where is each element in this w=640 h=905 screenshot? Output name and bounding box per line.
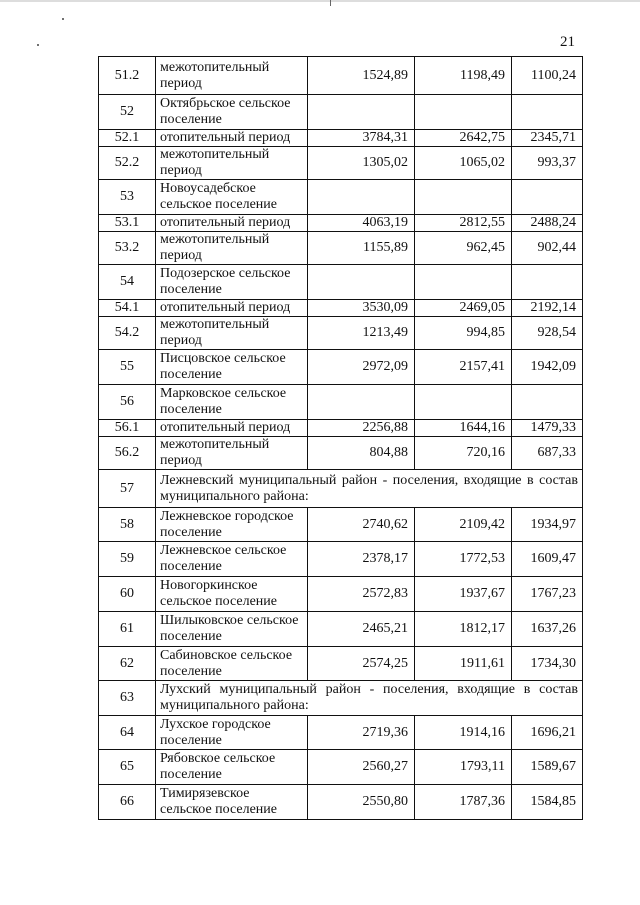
table-row	[99, 542, 583, 577]
table-row	[99, 350, 583, 385]
value-col-3: 2488,24	[512, 215, 583, 232]
table-row	[99, 577, 583, 612]
value-col-3: 1942,09	[512, 350, 583, 385]
settlement-name: межотопительный период	[156, 437, 308, 470]
value-col-2: 1065,02	[415, 147, 512, 180]
table-row	[99, 385, 583, 420]
settlement-name: Лежневское городское поселение	[156, 508, 308, 542]
value-col-1: 804,88	[308, 437, 415, 470]
value-col-1: 1213,49	[308, 317, 415, 350]
row-number: 58	[99, 508, 156, 542]
settlement-name: Лежневское сельское поселение	[156, 542, 308, 577]
settlement-name: Новоусадебское сельское поселение	[156, 180, 308, 215]
value-col-2: 1644,16	[415, 420, 512, 437]
row-number: 52	[99, 95, 156, 130]
value-col-3: 1767,23	[512, 577, 583, 612]
table-row	[99, 437, 583, 470]
value-col-2: 962,45	[415, 232, 512, 265]
table-row	[99, 300, 583, 317]
value-col-1	[308, 95, 415, 130]
row-number: 65	[99, 750, 156, 785]
page-number: 21	[560, 34, 575, 50]
value-col-3: 687,33	[512, 437, 583, 470]
value-col-1: 4063,19	[308, 215, 415, 232]
value-col-3: 2192,14	[512, 300, 583, 317]
scan-top-edge	[0, 0, 640, 2]
table-row	[99, 95, 583, 130]
value-col-1: 2560,27	[308, 750, 415, 785]
value-col-2	[415, 180, 512, 215]
scan-speck	[62, 18, 64, 20]
value-col-2: 1787,36	[415, 785, 512, 820]
settlement-name: Подозерское сельское поселение	[156, 265, 308, 300]
settlement-name: Октябрьское сельское поселение	[156, 95, 308, 130]
value-col-3: 1734,30	[512, 647, 583, 681]
value-col-3: 1479,33	[512, 420, 583, 437]
value-col-1: 2572,83	[308, 577, 415, 612]
value-col-3: 1584,85	[512, 785, 583, 820]
value-col-3	[512, 180, 583, 215]
settlement-name: Писцовское сельское поселение	[156, 350, 308, 385]
row-number: 54	[99, 265, 156, 300]
value-col-1	[308, 385, 415, 420]
settlement-name: межотопительный период	[156, 57, 308, 95]
settlement-name: отопительный период	[156, 420, 308, 437]
settlement-name: Марковское сельское поселение	[156, 385, 308, 420]
settlement-name: Новогоркинское сельское поселение	[156, 577, 308, 612]
value-col-3: 2345,71	[512, 130, 583, 147]
scan-speck	[37, 44, 39, 46]
value-col-2: 2469,05	[415, 300, 512, 317]
value-col-1	[308, 265, 415, 300]
row-number: 52.2	[99, 147, 156, 180]
tariff-table	[98, 56, 583, 820]
district-heading: Лухский муниципальный район - поселения, входящие в состав муниципального района:	[156, 681, 583, 716]
table-row	[99, 57, 583, 95]
table-row	[99, 785, 583, 820]
table-row	[99, 681, 583, 716]
value-col-2: 994,85	[415, 317, 512, 350]
settlement-name: Рябовское сельское поселение	[156, 750, 308, 785]
district-heading: Лежневский муниципальный район - поселения, входящие в состав муниципального района:	[156, 470, 583, 508]
value-col-1: 2719,36	[308, 716, 415, 750]
value-col-2: 1198,49	[415, 57, 512, 95]
value-col-1: 2378,17	[308, 542, 415, 577]
table-row	[99, 147, 583, 180]
value-col-3: 902,44	[512, 232, 583, 265]
row-number: 59	[99, 542, 156, 577]
table-row	[99, 265, 583, 300]
settlement-name: межотопительный период	[156, 317, 308, 350]
value-col-1: 2465,21	[308, 612, 415, 647]
value-col-1: 2972,09	[308, 350, 415, 385]
table-row	[99, 470, 583, 508]
value-col-1: 3530,09	[308, 300, 415, 317]
row-number: 66	[99, 785, 156, 820]
row-number: 56.1	[99, 420, 156, 437]
row-number: 55	[99, 350, 156, 385]
table-row	[99, 612, 583, 647]
row-number: 56.2	[99, 437, 156, 470]
value-col-2	[415, 95, 512, 130]
value-col-3: 1934,97	[512, 508, 583, 542]
value-col-1: 2574,25	[308, 647, 415, 681]
value-col-2	[415, 265, 512, 300]
table-row	[99, 750, 583, 785]
value-col-1: 2550,80	[308, 785, 415, 820]
settlement-name: отопительный период	[156, 215, 308, 232]
table-row	[99, 508, 583, 542]
scan-mark	[330, 0, 331, 6]
settlement-name: Лухское городское поселение	[156, 716, 308, 750]
value-col-2	[415, 385, 512, 420]
value-col-3: 993,37	[512, 147, 583, 180]
value-col-2: 2157,41	[415, 350, 512, 385]
value-col-2: 1914,16	[415, 716, 512, 750]
value-col-1: 1305,02	[308, 147, 415, 180]
row-number: 61	[99, 612, 156, 647]
value-col-2: 2812,55	[415, 215, 512, 232]
value-col-2: 1911,61	[415, 647, 512, 681]
table-row	[99, 130, 583, 147]
value-col-3: 1100,24	[512, 57, 583, 95]
value-col-1: 2256,88	[308, 420, 415, 437]
value-col-3: 1696,21	[512, 716, 583, 750]
value-col-1: 2740,62	[308, 508, 415, 542]
value-col-1	[308, 180, 415, 215]
row-number: 56	[99, 385, 156, 420]
row-number: 54.2	[99, 317, 156, 350]
settlement-name: межотопительный период	[156, 232, 308, 265]
settlement-name: отопительный период	[156, 300, 308, 317]
value-col-2: 1812,17	[415, 612, 512, 647]
value-col-1: 3784,31	[308, 130, 415, 147]
row-number: 63	[99, 681, 156, 716]
value-col-3	[512, 265, 583, 300]
row-number: 53.1	[99, 215, 156, 232]
value-col-1: 1524,89	[308, 57, 415, 95]
value-col-2: 1937,67	[415, 577, 512, 612]
row-number: 57	[99, 470, 156, 508]
table-row	[99, 317, 583, 350]
table-row	[99, 716, 583, 750]
value-col-3	[512, 95, 583, 130]
settlement-name: Сабиновское сельское поселение	[156, 647, 308, 681]
value-col-1: 1155,89	[308, 232, 415, 265]
table-row	[99, 215, 583, 232]
value-col-2: 720,16	[415, 437, 512, 470]
settlement-name: отопительный период	[156, 130, 308, 147]
settlement-name: Тимирязевское сельское поселение	[156, 785, 308, 820]
row-number: 52.1	[99, 130, 156, 147]
value-col-3: 1609,47	[512, 542, 583, 577]
value-col-3: 1637,26	[512, 612, 583, 647]
row-number: 53.2	[99, 232, 156, 265]
value-col-2: 2642,75	[415, 130, 512, 147]
value-col-2: 2109,42	[415, 508, 512, 542]
value-col-3	[512, 385, 583, 420]
value-col-2: 1772,53	[415, 542, 512, 577]
row-number: 54.1	[99, 300, 156, 317]
row-number: 51.2	[99, 57, 156, 95]
settlement-name: межотопительный период	[156, 147, 308, 180]
value-col-3: 1589,67	[512, 750, 583, 785]
value-col-2: 1793,11	[415, 750, 512, 785]
table-row	[99, 180, 583, 215]
settlement-name: Шилыковское сельское поселение	[156, 612, 308, 647]
table-row	[99, 232, 583, 265]
row-number: 62	[99, 647, 156, 681]
row-number: 53	[99, 180, 156, 215]
value-col-3: 928,54	[512, 317, 583, 350]
table-row	[99, 420, 583, 437]
table-row	[99, 647, 583, 681]
row-number: 64	[99, 716, 156, 750]
row-number: 60	[99, 577, 156, 612]
